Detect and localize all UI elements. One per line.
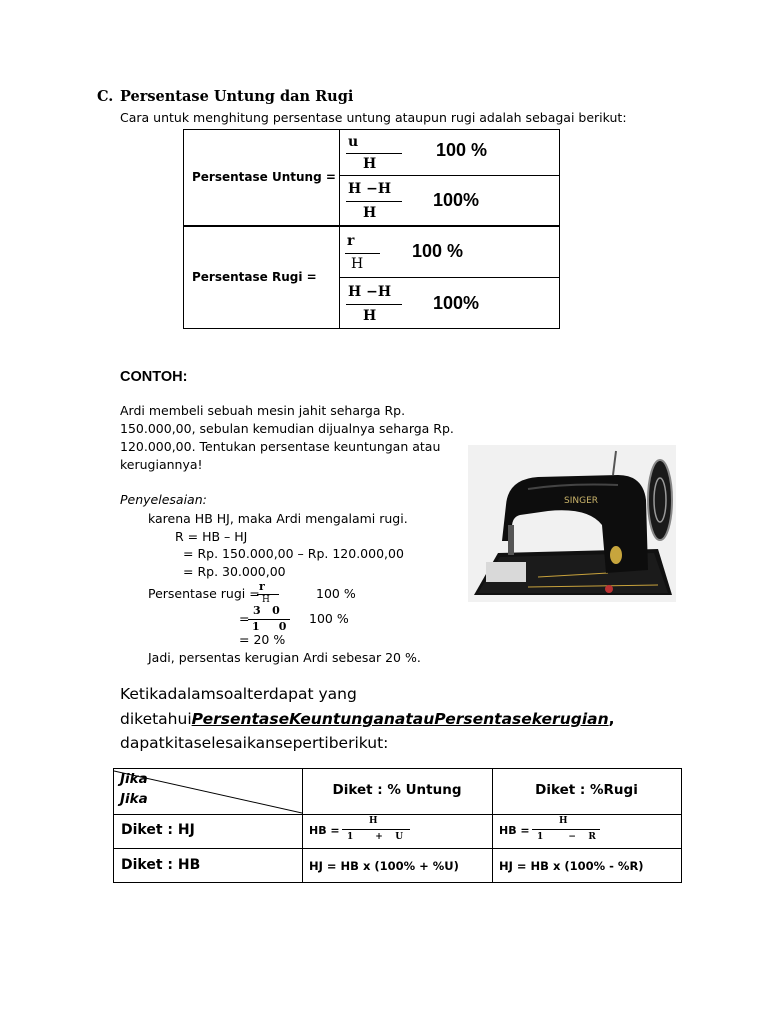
result: = 20 % xyxy=(239,632,286,647)
rugi-percent: 100 % xyxy=(316,586,356,601)
rugi-prefix: Persentase rugi = xyxy=(148,586,260,601)
f2-fraction-bar xyxy=(346,201,402,202)
hb-formula-denominator: 1 − R xyxy=(537,832,596,842)
corner-top: Jika xyxy=(120,771,148,787)
row-label-hb: Diket : HB xyxy=(121,857,201,873)
step-percent: 100 % xyxy=(309,611,349,626)
f1-numerator: u xyxy=(348,134,359,150)
solution-line: = Rp. 30.000,00 xyxy=(183,564,286,579)
column-header-untung: Diket : % Untung xyxy=(332,782,462,798)
hb-formula-numerator: H xyxy=(369,816,378,826)
divider xyxy=(339,277,559,278)
f4-numerator: H −H xyxy=(348,284,392,300)
hj-formula-untung: HJ = HB x (100% + %U) xyxy=(309,859,459,873)
singer-logo-text: SINGER xyxy=(564,496,599,506)
section-intro: Cara untuk menghitung persentase untung ataupun rugi adalah sebagai berikut: xyxy=(120,110,627,125)
solution-line: R = HB – HJ xyxy=(175,529,248,544)
paragraph-text: diketahui xyxy=(120,710,192,728)
corner-bottom: Jika xyxy=(120,791,148,807)
example-heading: CONTOH: xyxy=(120,369,188,385)
hb-formula-numerator: H xyxy=(559,816,568,826)
f2-numerator: H −H xyxy=(348,181,392,197)
f1-percent: 100 % xyxy=(436,140,488,160)
f4-percent: 100% xyxy=(433,293,480,313)
conversion-table xyxy=(113,768,682,883)
paragraph-emphasis: PersentaseKeuntunganatauPersentasekerugian xyxy=(191,710,609,728)
problem-line: Ardi membeli sebuah mesin jahit seharga Rp. xyxy=(120,403,406,418)
f4-fraction-bar xyxy=(346,304,402,305)
divider xyxy=(339,175,559,176)
rugi-label: Persentase Rugi = xyxy=(192,270,317,284)
paragraph-line: Ketikadalamsoalterdapat yang xyxy=(120,685,357,703)
f3-fraction-bar xyxy=(345,253,380,254)
paragraph-text: , xyxy=(608,710,615,728)
paragraph-line: dapatkitaselesaikansepertiberikut: xyxy=(120,734,389,752)
hj-formula-rugi: HJ = HB x (100% - %R) xyxy=(499,859,644,873)
f2-denominator: H xyxy=(363,205,377,221)
step-equals: = xyxy=(239,611,250,626)
divider xyxy=(114,848,681,849)
hb-formula-denominator: 1 + U xyxy=(347,832,404,842)
divider xyxy=(114,814,681,815)
solution-line: = Rp. 150.000,00 – Rp. 120.000,00 xyxy=(183,546,404,561)
column-header-rugi: Diket : %Rugi xyxy=(535,782,638,798)
hb-formula-prefix: HB = xyxy=(309,824,340,837)
hb-fraction-bar xyxy=(342,829,410,830)
problem-line: kerugiannya! xyxy=(120,457,203,472)
step-denominator: 1 0 xyxy=(252,620,287,633)
f1-denominator: H xyxy=(363,156,377,172)
hb-fraction-bar xyxy=(532,829,600,830)
problem-line: 150.000,00, sebulan kemudian dijualnya seharga Rp. xyxy=(120,421,454,436)
hb-formula-prefix: HB = xyxy=(499,824,530,837)
f2-percent: 100% xyxy=(433,190,480,210)
divider xyxy=(339,130,340,225)
section-title: Persentase Untung dan Rugi xyxy=(120,88,354,105)
f3-numerator: r xyxy=(347,233,355,249)
formula-box-rugi xyxy=(183,226,560,329)
step-numerator: 3 0 xyxy=(253,604,280,617)
section-letter: C. xyxy=(97,88,114,105)
solution-line: karena HB HJ, maka Ardi mengalami rugi. xyxy=(148,511,408,526)
formula-box-untung xyxy=(183,129,560,226)
untung-label: Persentase Untung = xyxy=(192,170,336,184)
sewing-machine-image xyxy=(468,445,676,602)
f3-percent: 100 % xyxy=(412,241,464,261)
conclusion: Jadi, persentas kerugian Ardi sebesar 20 %. xyxy=(148,650,421,665)
f3-denominator: H xyxy=(351,256,364,272)
paragraph-line xyxy=(120,710,615,728)
row-label-hj: Diket : HJ xyxy=(121,822,195,838)
rugi-denominator: H xyxy=(262,595,270,605)
solution-label: Penyelesaian: xyxy=(120,492,207,507)
f4-denominator: H xyxy=(363,308,377,324)
problem-line: 120.000,00. Tentukan persentase keuntungan atau xyxy=(120,439,441,454)
f1-fraction-bar xyxy=(346,153,402,154)
rugi-numerator: r xyxy=(259,580,265,593)
